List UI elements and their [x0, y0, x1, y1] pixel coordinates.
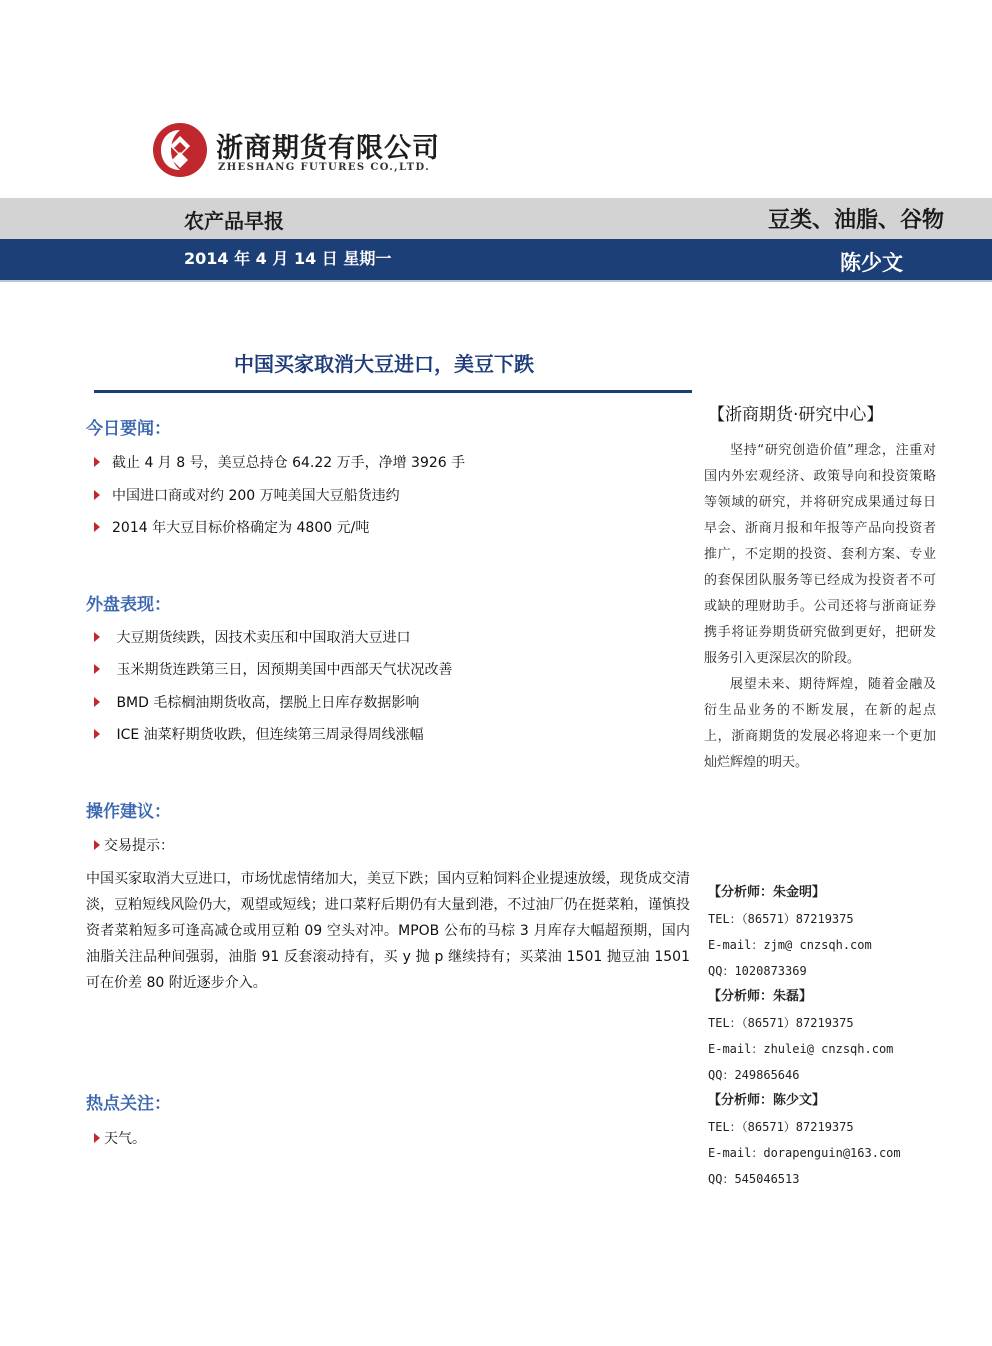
- bullet-triangle-icon: [94, 632, 100, 642]
- list-item: 2014 年大豆目标价格确定为 4800 元/吨: [94, 517, 369, 537]
- list-item: 中国进口商或对约 200 万吨美国大豆船货违约: [94, 485, 400, 505]
- analyst-name: 【分析师：朱磊】: [708, 989, 813, 1004]
- analyst-qq: QQ：1020873369: [708, 964, 807, 978]
- report-title: 中国买家取消大豆进口，美豆下跌: [234, 352, 534, 376]
- analyst-name: 【分析师：朱金明】: [708, 885, 826, 900]
- analyst-qq: QQ：249865646: [708, 1068, 800, 1082]
- report-date: 2014 年 4 月 14 日 星期一: [184, 249, 392, 268]
- intro-paragraph: 展望未来、期待辉煌，随着金融及衍生品业务的不断发展，在新的起点上，浙商期货的发展必将迎来一个更加灿烂辉煌的明天。: [704, 677, 936, 770]
- bullet-triangle-icon: [94, 697, 100, 707]
- bullet-triangle-icon: [94, 522, 100, 532]
- report-author: 陈少文: [840, 251, 903, 275]
- bullet-triangle-icon: [94, 457, 100, 467]
- analyst-tel: TEL：（86571）87219375: [708, 1016, 854, 1030]
- analyst-email[interactable]: E-mail：zhulei@ cnzsqh.com: [708, 1042, 894, 1056]
- section-heading-overseas: 外盘表现：: [86, 595, 171, 615]
- list-item: 玉米期货连跌第三日，因预期美国中西部天气状况改善: [94, 659, 452, 679]
- zheshang-logo-icon: [152, 122, 208, 178]
- section-heading-hotspot: 热点关注：: [86, 1094, 171, 1114]
- analyst-contacts: [708, 880, 948, 1192]
- bullet-triangle-icon: [94, 490, 100, 500]
- list-item: BMD 毛棕榈油期货收高，摆脱上日库存数据影响: [94, 692, 419, 712]
- section-heading-news: 今日要闻：: [86, 419, 171, 439]
- analyst-qq: QQ：545046513: [708, 1172, 800, 1186]
- list-item: 大豆期货续跌，因技术卖压和中国取消大豆进口: [94, 627, 410, 647]
- list-item: 天气。: [94, 1128, 146, 1148]
- bullet-triangle-icon: [94, 729, 100, 739]
- list-item: 截止 4 月 8 号，美豆总持仓 64.22 万手，净增 3926 手: [94, 452, 465, 472]
- research-center-intro: [704, 438, 936, 776]
- analyst-name: 【分析师：陈少文】: [708, 1093, 826, 1108]
- bullet-triangle-icon: [94, 1133, 100, 1143]
- analyst-email[interactable]: E-mail：dorapenguin@163.com: [708, 1146, 901, 1160]
- company-name-en: ZHESHANG FUTURES CO.,LTD.: [218, 162, 431, 173]
- research-center-heading: 【浙商期货·研究中心】: [708, 405, 884, 425]
- company-name-cn: 浙商期货有限公司: [216, 133, 440, 164]
- header-divider: [0, 280, 992, 282]
- bullet-triangle-icon: [94, 664, 100, 674]
- advice-paragraph: 中国买家取消大豆进口，市场忧虑情绪加大，美豆下跌；国内豆粕饲料企业提速放缓，现货成交清淡，豆粕短线风险仍大，观望或短线；进口菜籽后期仍有大量到港，不过油厂仍在挺菜粕，谨慎投资者菜粕短多可逢高减仓或用豆粕 09 空头对冲。MPOB 公布的马棕 3 月库存大幅超预期，国内油脂关注品种间强弱，油脂 91 反套滚动持有，买 y 抛 p 继续持有；买菜油 1501 抛豆油 1501 可在价差 80 附近逐步介入。: [86, 871, 690, 991]
- analyst-email[interactable]: E-mail：zjm@ cnzsqh.com: [708, 938, 872, 952]
- intro-paragraph: 坚持“研究创造价值”理念，注重对国内外宏观经济、政策导向和投资策略等领域的研究，并将研究成果通过每日早会、浙商月报和年报等产品向投资者推广，不定期的投资、套利方案、专业的套保团队服务等已经成为投资者不可或缺的理财助手。公司还将与浙商证券携手将证券期货研究做到更好，把研发服务引入更深层次的阶段。: [704, 443, 936, 666]
- title-rule: [94, 390, 692, 393]
- list-item: ICE 油菜籽期货收跌，但连续第三周录得周线涨幅: [94, 724, 424, 744]
- report-type: 农产品早报: [184, 209, 284, 233]
- bullet-triangle-icon: [94, 840, 100, 850]
- company-logo: [152, 122, 442, 182]
- report-categories: 豆类、油脂、谷物: [767, 208, 944, 233]
- analyst-tel: TEL：（86571）87219375: [708, 1120, 854, 1134]
- analyst-tel: TEL：（86571）87219375: [708, 912, 854, 926]
- section-heading-advice: 操作建议：: [86, 802, 171, 822]
- trade-tip-label: 交易提示：: [94, 835, 174, 855]
